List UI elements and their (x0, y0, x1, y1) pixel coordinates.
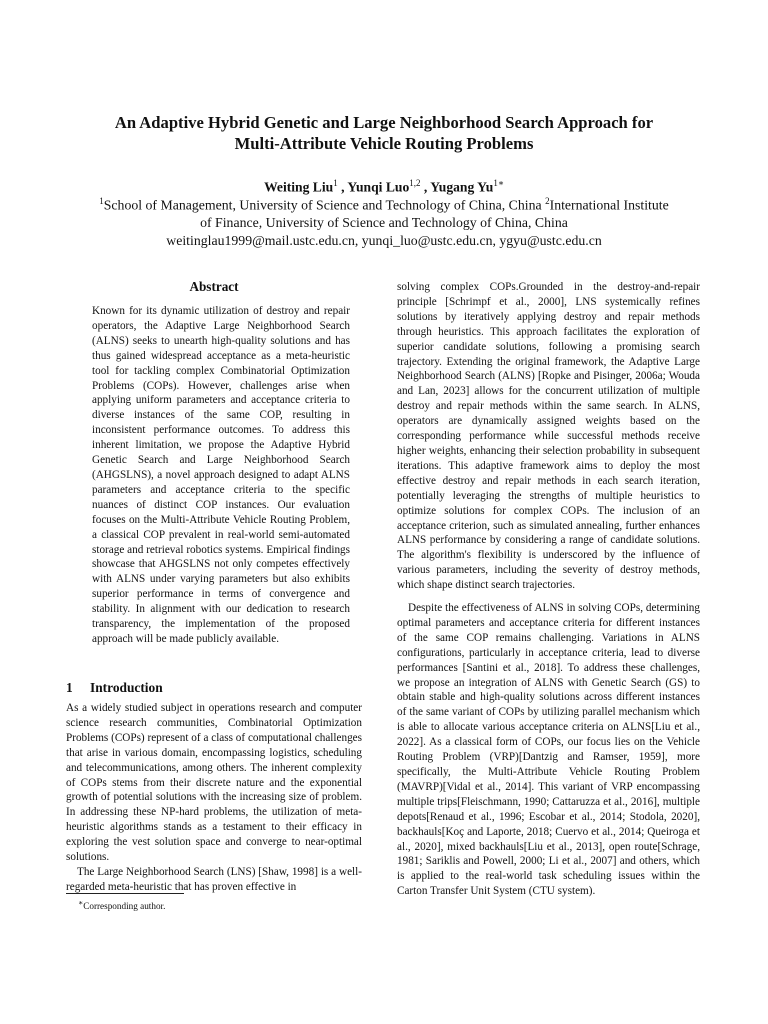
affiliation-line-2: of Finance, University of Science and Technology of China, China (200, 215, 568, 231)
author-affiliation-mark: 1∗ (493, 178, 504, 188)
author-separator: , (337, 179, 348, 195)
title-line-1: An Adaptive Hybrid Genetic and Large Neighborhood Search Approach for (114, 113, 654, 132)
author-affiliation-mark: 1 (333, 178, 338, 188)
affiliation-mark: 2 (545, 196, 550, 206)
footnote-text: Corresponding author. (83, 901, 166, 912)
paragraph: As a widely studied subject in operations research and computer science research communities, Combinatorial Optimization Problems (COPs) represent of a class of computational challenges that arise in various domain, encompassing logistics, scheduling and telecommunications, among others. The inherent complexity of COPs stems from their discrete nature and the exponential growth of potential solutions with the increasing size of problem. In addressing these NP-hard problems, the utilization of meta-heuristic algorithms stands as a testament to their efficacy in exploring the vest solution space and converge to near-optimal solutions. (66, 702, 362, 864)
affiliation-mark: 1 (99, 196, 104, 206)
author-affiliation-mark: 1,2 (409, 178, 421, 188)
section-number: 1 (66, 680, 73, 695)
affiliations (60, 193, 708, 249)
author-name: Yugang Yu (430, 179, 494, 195)
author-name: Yunqi Luo (347, 179, 410, 195)
paragraph: solving complex COPs.Grounded in the destroy-and-repair principle [Schrimpf et al., 2000], LNS systemically refines solutions by iteratively applying destroy and repair methods through heuristics. This approach facilitates the exploration of superior candidate solutions, following a promising search trajectory. Extending the original framework, the Adaptive Large Neighborhood Search (ALNS) [Ropke and Pisinger, 2006a; Wouda and Lan, 2023] allows for the concurrent utilization of multiple destroy and repair methods within the same search. In ALNS, operators are dynamically assigned weights based on the corresponding performance while successful methods receive higher weights, enhancing their selection probability in subsequent iterations. This adaptive framework aims to deploy the most effective destroy and repair methods in each search iteration, potentially leveraging the strengths of multiple heuristics to optimize solutions for complex COPs. The inclusion of an acceptance criterion, such as simulated annealing, further enhances ALNS performance by considering a range of candidate solutions. The algorithm's flexibility is underscored by the influence of various parameters, including the severity of destroy methods, which shape distinct search trajectories. (397, 281, 700, 592)
section-title: Introduction (90, 680, 163, 695)
title-line-2: Multi-Attribute Vehicle Routing Problems (234, 134, 534, 153)
footnote-divider (66, 893, 184, 894)
affiliation-text: School of Management, University of Science and Technology of China, China (103, 197, 546, 213)
paper-title (60, 112, 708, 154)
affiliation-line-1 (60, 193, 708, 214)
author-emails: weitinglau1999@mail.ustc.edu.cn, yunqi_luo@ustc.edu.cn, ygyu@ustc.edu.cn (166, 232, 602, 248)
paragraph: Despite the effectiveness of ALNS in solving COPs, determining optimal parameters and acceptance criteria for different instances of the same COP remains challenging. Variations in ALNS configurations, particularly in acceptance criteria, lead to diverse performances [Santini et al., 2018]. To address these challenges, we propose an integration of ALNS with Genetic Search (GS) to obtain stable and high-quality solutions across different instances of the same variant of COPs by utilizing parallel mechanism which is able to allocate various acceptance criteria on ALNS[Liu et al., 2022]. As a classical form of COPs, our focus lies on the Vehicle Routing Problem (VRP)[Dantzig and Ramser, 1959], more specifically, the Multi-Attribute Vehicle Routing Problem (MAVRP)[Vidal et al., 2014]. This variant of VRP encompassing multiple trips[Fleischmann, 1990; Cattaruzza et al., 2016], multiple depots[Renaud et al., 1996; Escobar et al., 2014; Stodola, 2020], backhauls[Koç and Laporte, 2018; Cuervo et al., 2014; Queiroga et al., 2020], mixed backhauls[Liu et al., 2013], open route[Schrage, 1981; Sariklis and Powell, 2000; Li et al., 2007] and others, which is applied to the real-world task scheduling issues within the Carton Transfer Unit System (CTU system). (397, 602, 700, 898)
author-name: Weiting Liu (264, 179, 334, 195)
introduction-right-column (397, 280, 700, 899)
abstract-heading: Abstract (189, 279, 239, 294)
abstract-text: Known for its dynamic utilization of destroy and repair operators, the Adaptive Large Neighborhood Search (ALNS) seeks to unearth high-quality solutions and has thus gained widespread acceptance as a meta-heuristic tool for tackling complex Combinatorial Optimization Problems (COPs). However, challenges arise when applying uniform parameters and acceptance criteria to diverse instances of the same COP, resulting in inconsistent performance outcomes. To address this inherent limitation, we propose the Adaptive Hybrid Genetic Search and Large Neighborhood Search (AHGSLNS), a novel approach designed to adapt ALNS parameters and acceptance criteria to the specific nuances of distinct COP instances. Our evaluation focuses on the Multi-Attribute Vehicle Routing Problem, a classical COP prevalent in real-world semi-automated storage and retrieval robotics systems. Empirical findings showcase that AHGSLNS not only competes effectively with ALNS under varying parameters but also exhibits superior performance in terms of convergence and stability. In alignment with our dedication to research transparency, the implementation of the proposed approach will be made publicly available. (92, 305, 350, 645)
footnote-mark: ∗ (78, 898, 84, 907)
paragraph: The Large Neighborhood Search (LNS) [Shaw, 1998] is a well-regarded meta-heuristic that has proven effective in (66, 865, 362, 893)
affiliation-text: International Institute (549, 197, 669, 213)
footnote (78, 897, 165, 912)
author-separator: , (420, 179, 431, 195)
introduction-left-column (66, 701, 362, 895)
section-heading-introduction (66, 680, 163, 696)
